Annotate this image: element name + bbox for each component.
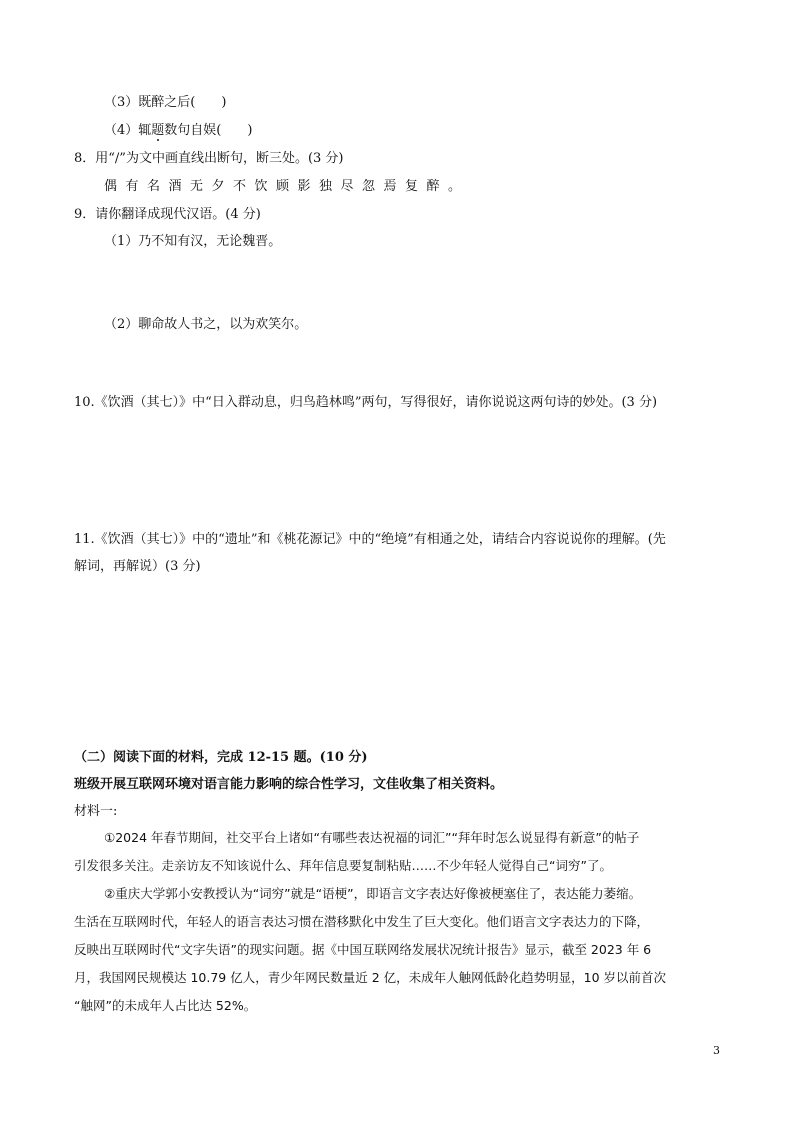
page-number: 3 bbox=[713, 1044, 720, 1057]
material-1-p2-line2: 生活在互联网时代，年轻人的语言表达习惯在潜移默化中发生了巨大变化。他们语言文字表达力的下降， bbox=[74, 914, 650, 929]
question-11-line1: 11.《饮酒（其七）》中的“遗址”和《桃花源记》中的“绝境”有相通之处，请结合内容说说你的理解。(先 bbox=[74, 532, 666, 547]
material-1-p2-line4: 月，我国网民规模达 10.79 亿人，青少年网民数量近 2 亿，未成年人触网低龄化趋势明显，10 岁以前首次 bbox=[74, 970, 667, 985]
question-11-line2: 解词，再解说）(3 分) bbox=[74, 559, 201, 574]
question-7-4-prefix: （4）辄 bbox=[104, 123, 152, 138]
material-1-p2-line3: 反映出互联网时代“文字失语”的现实问题。据《中国互联网络发展状况统计报告》显示，截至 2023 年 6 bbox=[74, 942, 652, 957]
material-1-p2-line5: “触网”的未成年人占比达 52%。 bbox=[74, 998, 257, 1013]
material-1-p2-line1: ②重庆大学郭小安教授认为“词穷”就是“语梗”，即语言文字表达好像被梗塞住了，表达能力萎缩。 bbox=[104, 886, 642, 901]
material-1-p1-line2: 引发很多关注。走亲访友不知该说什么、拜年信息要复制粘贴……不少年轻人觉得自己“词穷”了。 bbox=[74, 858, 612, 873]
question-10: 10.《饮酒（其七）》中“日入群动息，归鸟趋林鸣”两句，写得很好，请你说说这两句诗的妙处。(3 分) bbox=[74, 395, 658, 410]
emphasis-dot-char: 题 bbox=[151, 123, 165, 138]
question-9: 9．请你翻译成现代汉语。(4 分) bbox=[74, 207, 261, 222]
material-1-p1-line1: ①2024 年春节期间，社交平台上诸如“有哪些表达祝福的词汇”“拜年时怎么说显得有新意”的帖子 bbox=[104, 830, 640, 845]
section-2-heading: （二）阅读下面的材料，完成 12-15 题。(10 分) bbox=[74, 750, 368, 765]
question-7-4 bbox=[104, 122, 252, 140]
material-1-label: 材料一: bbox=[74, 804, 118, 819]
question-9-1: （1）乃不知有汉，无论魏晋。 bbox=[104, 234, 282, 249]
question-8: 8．用“/”为文中画直线出断句，断三处。(3 分) bbox=[74, 151, 344, 166]
question-7-4-suffix: 数句自娱( ) bbox=[164, 123, 253, 138]
question-8-passage: 偶有名酒无夕不饮顾影独尽忽焉复醉。 bbox=[104, 179, 470, 194]
question-9-2: （2）聊命故人书之，以为欢笑尔。 bbox=[104, 317, 308, 332]
question-7-3: （3）既醉之后( ) bbox=[104, 95, 227, 110]
section-2-intro: 班级开展互联网环境对语言能力影响的综合性学习，文佳收集了相关资料。 bbox=[74, 777, 504, 792]
